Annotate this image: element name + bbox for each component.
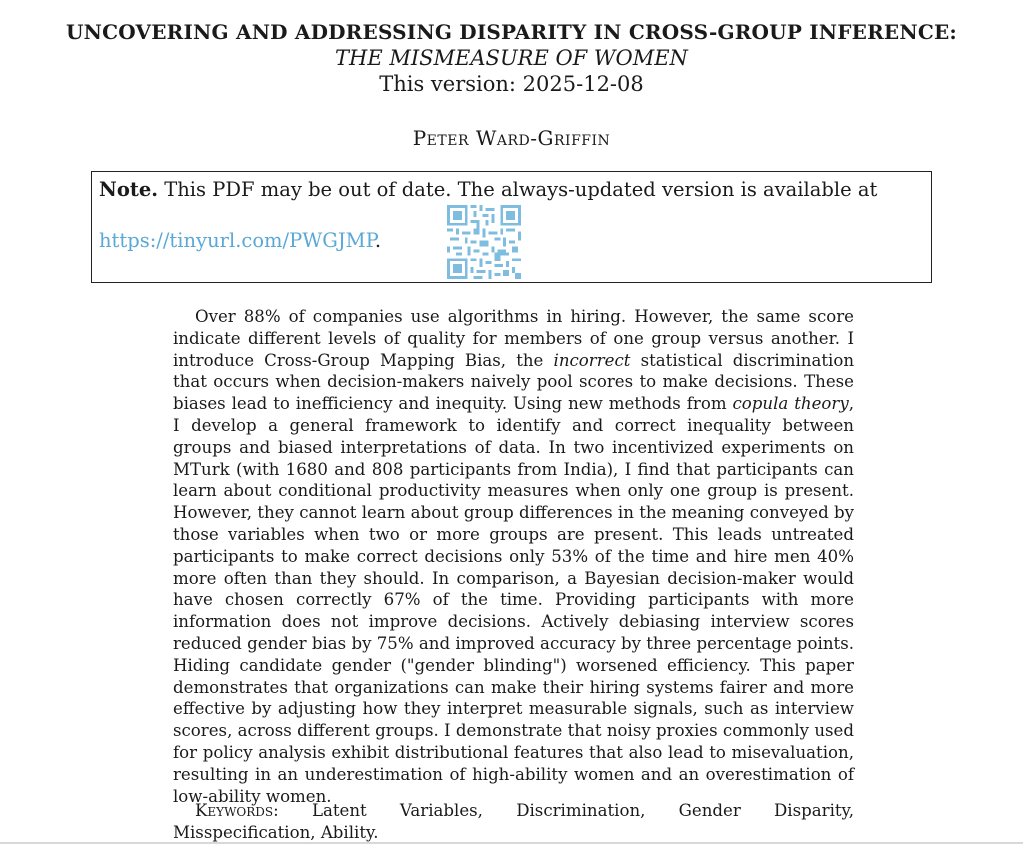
paper-subtitle: THE MISMEASURE OF WOMEN	[335, 46, 688, 70]
abstract-emph-copula: copula theory	[732, 394, 849, 414]
abstract-emph-incorrect: incorrect	[553, 350, 631, 370]
keywords-list: Latent Variables, Discrimination, Gender Disparity, Misspecification, Ability.	[173, 801, 854, 842]
abstract-text-3: , I develop a general framework to identify and correct inequality between groups and biased interpretations of data. In two incentivized experiments on MTurk (with 1680 and 808 participants from India), I find that participants can learn about conditional productivity measures when only one group is present. However, they cannot learn about group differences in the meaning conveyed by those variables when two or more groups are present. This leads untreated participants to make correct decisions only 53% of the time and hire men 40% more often than they should. In comparison, a Bayesian decision-maker would have chosen correctly 67% of the time. Providing participants with more information does not improve decisions. Actively debiasing interview scores reduced gender bias by 75% and improved accuracy by three percentage points. Hiding candidate gender ("gender blinding") worsened efficiency. This paper demonstrates that organizations can make their hiring systems fairer and more effective by adjusting how they interpret measurable signals, such as interview scores, across different groups. I demonstrate that noisy proxies commonly used for policy analysis exhibit distributional features that also lead to misevaluation, resulting in an underestimation of high-ability women and an overestimation of low-ability women.	[173, 394, 854, 806]
note-period: .	[374, 229, 382, 252]
abstract-text-1: Over 88% of companies use algorithms in hiring. However, the same score indicate different levels of quality for members of one group versus another. I introduce Cross-Group Mapping Bias, the	[173, 307, 854, 370]
note-link-wrap	[99, 229, 381, 252]
update-note-box	[91, 171, 932, 283]
version-date: This version: 2025-12-08	[379, 72, 644, 96]
tinyurl-link[interactable]: https://tinyurl.com/PWGJMP	[99, 229, 375, 252]
keywords-label: Keywords:	[195, 801, 279, 820]
qr-code-icon[interactable]	[446, 205, 522, 279]
note-label: Note.	[99, 178, 159, 201]
note-text	[99, 178, 929, 201]
abstract	[173, 306, 854, 807]
keywords-paragraph	[173, 800, 854, 844]
keywords	[173, 800, 854, 844]
author-name: Peter Ward-Griffin	[412, 126, 611, 150]
abstract-text-2: statistical discrimination that occurs when decision-makers naively pool scores to make decisions. These biases lead to inefficiency and inequity. Using new methods from	[173, 350, 855, 414]
note-body: This PDF may be out of date. The always-updated version is available at	[158, 178, 878, 201]
abstract-paragraph	[173, 306, 854, 807]
paper-title: UNCOVERING AND ADDRESSING DISPARITY IN CROSS-GROUP INFERENCE:	[66, 20, 957, 44]
